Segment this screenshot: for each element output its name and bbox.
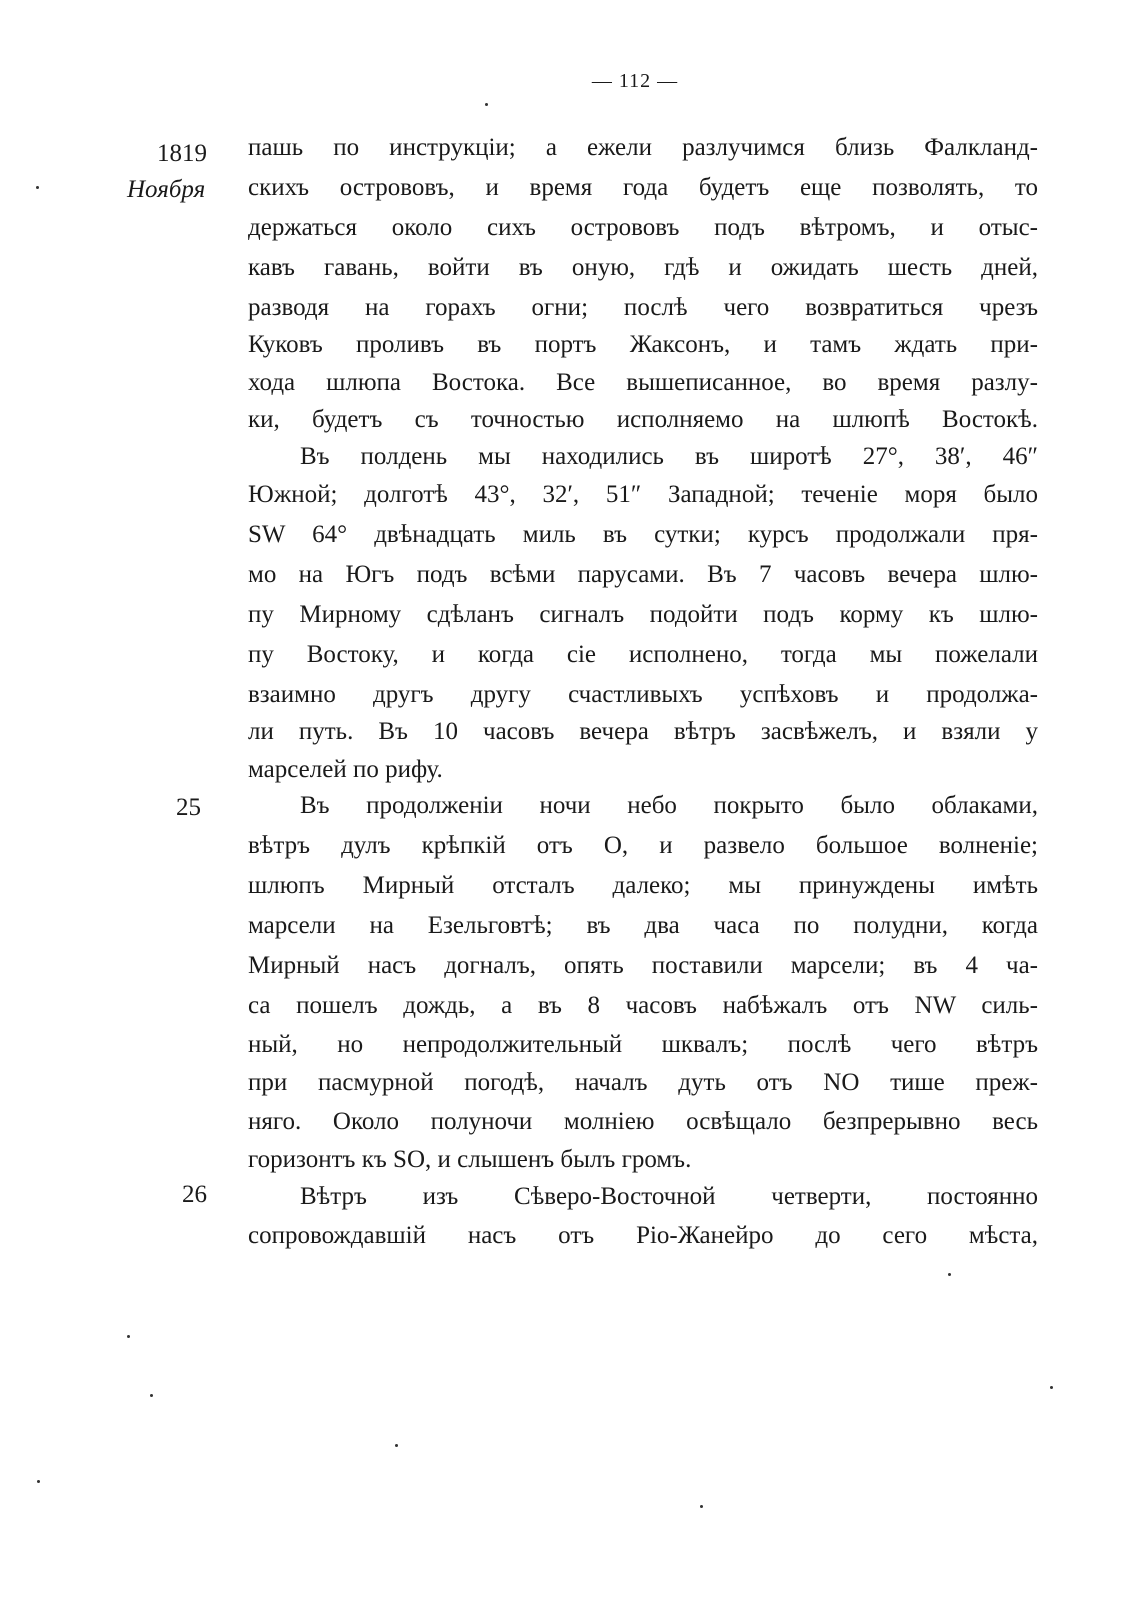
text-line: ки, будетъ съ точностью исполняемо на шлюпѣ Востокѣ. (248, 406, 1038, 433)
text-line: пу Востоку, и когда сіе исполнено, тогда мы пожелали (248, 641, 1038, 668)
text-line: Въ продолженіи ночи небо покрыто было облаками, (300, 792, 1038, 819)
text-line: кавъ гавань, войти въ оную, гдѣ и ожидать шесть дней, (248, 254, 1038, 281)
text-line: марсели на Езельговтѣ; въ два часа по полудни, когда (248, 912, 1038, 939)
text-line: Вѣтръ изъ Сѣверо-Восточной четверти, постоянно (300, 1183, 1038, 1210)
margin-day-25: 25 (176, 794, 201, 821)
text-line: Въ полдень мы находились въ широтѣ 27°, 38′, 46″ (300, 443, 1038, 470)
text-line: пашь по инструкціи; а ежели разлучимся близь Фалкланд- (248, 134, 1038, 161)
page-number: — 112 — (591, 70, 679, 92)
text-line: держаться около сихъ острововъ подъ вѣтромъ, и отыс- (248, 214, 1038, 241)
text-line: горизонтъ къ SO, и слышенъ былъ громъ. (248, 1146, 692, 1173)
scan-speck (150, 1394, 153, 1397)
text-line: разводя на горахъ огни; послѣ чего возвратиться чрезъ (248, 294, 1038, 321)
scan-speck (36, 186, 39, 189)
text-line: Куковъ проливъ въ портъ Жаксонъ, и тамъ ждать при- (248, 331, 1038, 358)
text-line: марселей по рифу. (248, 756, 443, 783)
text-line: скихъ острововъ, и время года будетъ еще позволять, то (248, 174, 1038, 201)
text-line: вѣтръ дулъ крѣпкій отъ О, и развело большое волненіе; (248, 832, 1038, 859)
text-line: хода шлюпа Востока. Все вышеписанное, во время разлу- (248, 369, 1038, 396)
scan-speck (485, 103, 488, 106)
text-line: шлюпъ Мирный отсталъ далеко; мы принуждены имѣть (248, 872, 1038, 899)
text-line: няго. Около полуночи молніею освѣщало безпрерывно весь (248, 1108, 1038, 1135)
text-line: пу Мирному сдѣланъ сигналъ подойти подъ корму къ шлю- (248, 601, 1038, 628)
scan-speck (700, 1505, 703, 1508)
scan-speck (37, 1480, 40, 1483)
margin-year: 1819 (157, 140, 207, 167)
scan-speck (395, 1444, 398, 1447)
text-line: при пасмурной погодѣ, началъ дуть отъ NO тише преж- (248, 1069, 1038, 1096)
scan-speck (127, 1335, 130, 1338)
text-line: са пошелъ дождь, а въ 8 часовъ набѣжалъ отъ NW силь- (248, 992, 1038, 1019)
text-line: Мирный насъ догналъ, опять поставили марсели; въ 4 ча- (248, 952, 1038, 979)
margin-month: Ноября (127, 176, 206, 203)
text-line: ный, но непродолжительный шквалъ; послѣ чего вѣтръ (248, 1031, 1038, 1058)
scan-speck (948, 1273, 951, 1276)
scan-speck (1050, 1386, 1053, 1389)
text-line: SW 64° двѣнадцать миль въ сутки; курсъ продолжали пря- (248, 521, 1038, 548)
text-line: Южной; долготѣ 43°, 32′, 51″ Западной; теченіе моря было (248, 481, 1038, 508)
text-line: взаимно другъ другу счастливыхъ успѣховъ и продолжа- (248, 681, 1038, 708)
margin-day-26: 26 (182, 1181, 207, 1208)
text-line: ли путь. Въ 10 часовъ вечера вѣтръ засвѣжелъ, и взяли у (248, 718, 1038, 745)
text-line: мо на Югъ подъ всѣми парусами. Въ 7 часовъ вечера шлю- (248, 561, 1038, 588)
text-line: сопровождавшій насъ отъ Ріо-Жанейро до сего мѣста, (248, 1222, 1038, 1249)
